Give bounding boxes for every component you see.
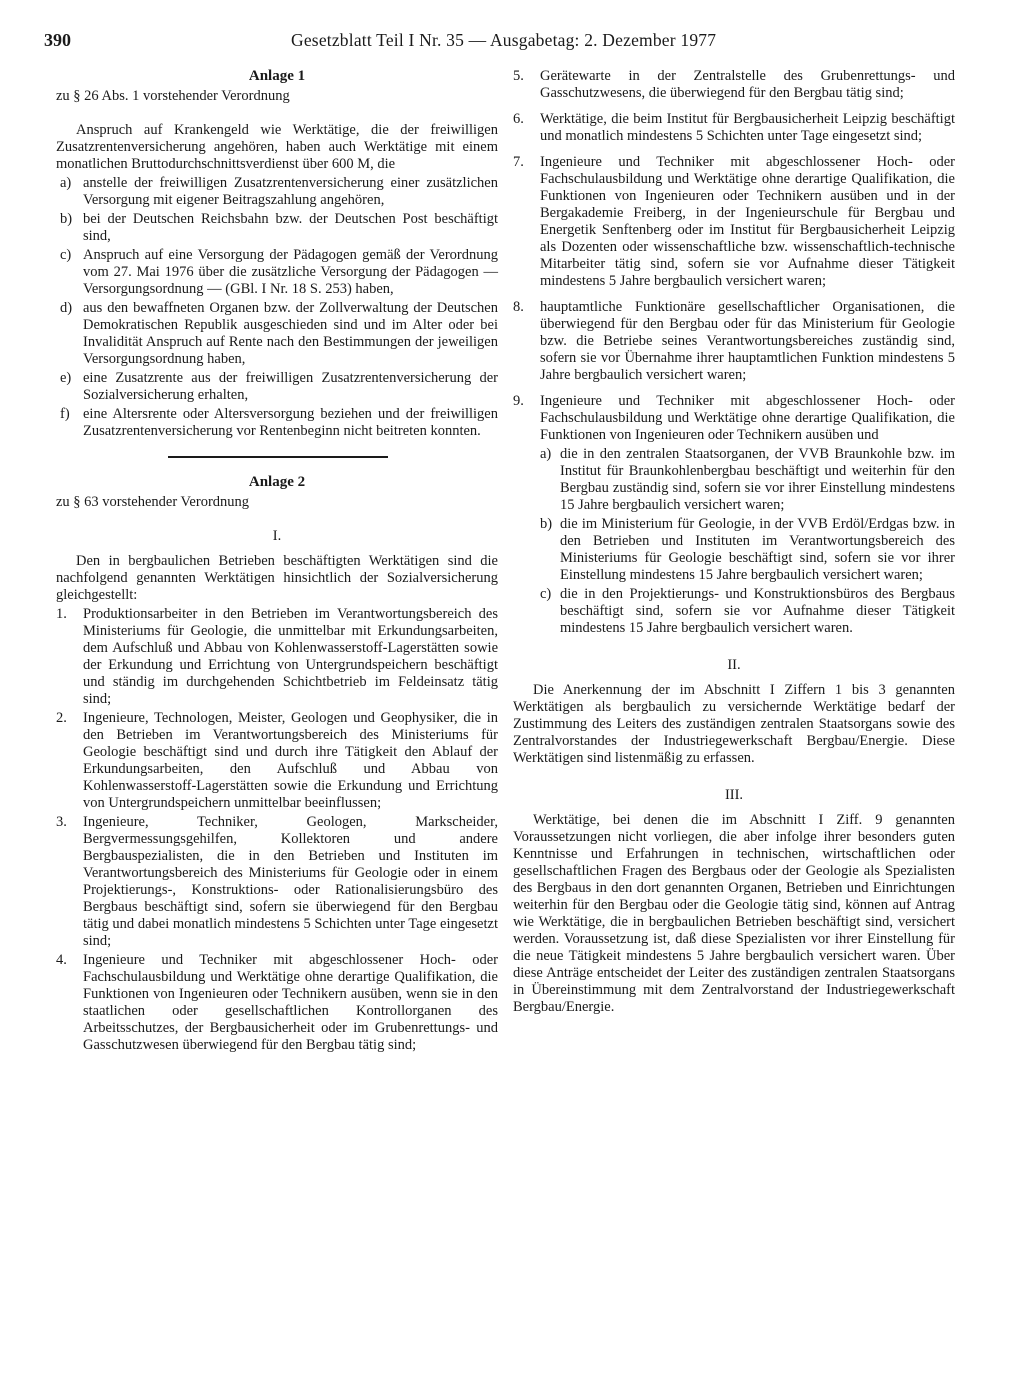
page-number: 390 — [44, 30, 71, 50]
item-text: Produktionsarbeiter in den Betrieben im Verantwortungsbereich des Ministeriums für Geologie, die unmittelbar mit Erkundungsarbeiten, dem Aufschluß und Abbau von Kohlenwasserstoff-Lagerstätten sowie der Erkundung und Errichtung von Untergrundspeichern beschäftigt und ständig im durchgehenden Schichtbetrieb im Feldeinsatz tätig sind; — [83, 606, 498, 707]
numbered-item-1 — [56, 606, 498, 708]
item-label: d) — [60, 300, 73, 316]
anlage1-item-a — [56, 175, 498, 209]
numbered-item-6 — [513, 111, 955, 145]
item-text: aus den bewaffneten Organen bzw. der Zollverwaltung der Deutschen Demokratischen Republik ausgeschieden sind und im Alter oder bei Invalidität Anspruch auf Rente nach den Bestimmungen der jeweiligen Versorgungsordnung haben, — [83, 300, 498, 367]
section-divider — [168, 456, 388, 458]
item-label: 8. — [513, 299, 524, 315]
item-text: die in den Projektierungs- und Konstruktionsbüros des Bergbaus beschäftigt sind, sofern sie vor Aufnahme dieser Tätigkeit mindestens 15 Jahre bergbaulich versichert waren. — [560, 586, 955, 636]
item-text: Ingenieure und Techniker mit abgeschlossener Hoch- oder Fachschulausbildung und Werktätige ohne derartige Qualifikation, die Funktionen von Ingenieuren oder Technikern ausüben, wenn sie in den staatlichen oder gesellschaftlichen Kontrollorganen des Arbeitsschutzes, der Bergbausicherheit oder im Grubenrettungs- und Gasschutzwesen überwiegend für den Bergbau tätig sind; — [83, 952, 498, 1053]
numbered-item-3 — [56, 814, 498, 950]
anlage2-title: Anlage 2 — [248, 474, 306, 490]
item-text: eine Altersrente oder Altersversorgung beziehen und der freiwilligen Zusatzrentenversicherung vor Rentenbeginn nicht beitreten konnten. — [83, 406, 498, 439]
item-label: b) — [540, 516, 553, 532]
item-text: Ingenieure und Techniker mit abgeschlossener Hoch- oder Fachschulausbildung und Werktätige ohne derartige Qualifikation, die Funktionen von Ingenieuren oder Technikern ausüben und — [540, 393, 955, 443]
item-text: bei der Deutschen Reichsbahn bzw. der Deutschen Post beschäftigt sind, — [83, 211, 498, 244]
item-label: c) — [60, 247, 72, 263]
item-label: b) — [60, 211, 73, 227]
gazette-title: Gesetzblatt Teil I Nr. 35 — Ausgabetag: 2. Dezember 1977 — [291, 30, 717, 50]
item-label: f) — [60, 406, 70, 422]
item-label: a) — [540, 446, 552, 462]
item-text: anstelle der freiwilligen Zusatzrentenversicherung einer zusätzlichen Versorgung mit eigener Beitragszahlung angehören, — [83, 175, 498, 208]
item9-sub-c — [513, 586, 955, 637]
page-header — [44, 30, 984, 54]
numbered-item-5 — [513, 68, 955, 102]
item-label: c) — [540, 586, 552, 602]
item-text: die im Ministerium für Geologie, in der VVB Erdöl/Erdgas bzw. in den Betrieben und Instituten im Verantwortungsbereich des Ministeriums für Geologie beschäftigt sind, sofern sie vor ihrer Einstellung mindestens 15 Jahre bergbaulich versichert waren; — [560, 516, 955, 583]
anlage1-item-f — [56, 406, 498, 440]
item-label: 7. — [513, 154, 524, 170]
item9-sub-b — [513, 516, 955, 584]
section-heading-iii: III. — [724, 787, 744, 803]
item-label: 4. — [56, 952, 67, 968]
numbered-item-8 — [513, 299, 955, 384]
numbered-item-4 — [56, 952, 498, 1054]
numbered-item-2 — [56, 710, 498, 812]
section-heading-i: I. — [272, 528, 282, 544]
section1-intro: Den in bergbaulichen Betrieben beschäftigten Werktätigen sind die nachfolgend genannten Werktätigen hinsichtlich der Sozialversicherung gleichgestellt: — [56, 553, 498, 603]
item-text: die in den zentralen Staatsorganen, der VVB Braunkohle bzw. im Institut für Braunkohlenbergbau beschäftigt und weiterhin für den Bergbau zuständig sind, sofern sie vor ihrer Einstellung mindestens 15 Jahre bergbaulich versichert waren; — [560, 446, 955, 513]
item-label: 2. — [56, 710, 67, 726]
section3-text: Werktätige, bei denen die im Abschnitt I Ziff. 9 genannten Voraussetzungen nicht vorliegen, die aber infolge ihrer besonders guten Kenntnisse und Erfahrungen in technischen, wirtschaftlichen oder gesellschaftlichen Fragen des Bergbaus oder der Geologie als Spezialisten des Bergbaus in den dort genannten Organen, Betrieben und Einrichtungen weiterhin für den Bergbau oder die Geologie tätig sind, können auf Antrag wie Werktätige, die in bergbaulichen Betrieben beschäftigt sind, versichert werden. Voraussetzung ist, daß diese Spezialisten vor ihrer Einstellung für die neue Tätigkeit mindestens 5 Jahre bergbaulich versichert waren. Über diese Anträge entscheidet der Leiter des zuständigen zentralen Staatsorgans in Übereinstimmung mit dem Zentralvorstand der Industriegewerkschaft Bergbau/Energie. — [513, 812, 955, 1015]
item-label: a) — [60, 175, 72, 191]
item-text: Werktätige, die beim Institut für Bergbausicherheit Leipzig beschäftigt und monatlich mindestens 5 Schichten unter Tage eingesetzt sind; — [540, 111, 955, 144]
section2-text: Die Anerkennung der im Abschnitt I Ziffern 1 bis 3 genannten Werktätigen als bergbaulich zu versichernde Werktätige bedarf der Zustimmung des Leiters des zuständigen zentralen Staatsorgans sowie des Zentralvorstandes der Industriegewerkschaft Bergbau/Energie. Diese Werktätigen sind listenmäßig zu erfassen. — [513, 682, 955, 766]
anlage1-intro: Anspruch auf Krankengeld wie Werktätige, die der freiwilligen Zusatzrentenversicherung angehören, haben auch Werktätige mit einem monatlichen Bruttodurchschnittsverdienst über 600 M, die — [56, 122, 498, 172]
item9-sub-a — [513, 446, 955, 514]
item-text: eine Zusatzrente aus der freiwilligen Zusatzrentenversicherung der Sozialversicherung erhalten, — [83, 370, 498, 403]
anlage1-item-b — [56, 211, 498, 245]
item-text: hauptamtliche Funktionäre gesellschaftlicher Organisationen, die überwiegend für den Bergbau oder für das Ministerium für Geologie bzw. die Betriebe seines Verantwortungsbereiches zuständig sind, sofern sie vor Übernahme ihrer hauptamtlichen Funktion mindestens 5 Jahre bergbaulich versichert waren; — [540, 299, 955, 383]
left-column — [56, 68, 498, 1056]
item-label: 1. — [56, 606, 67, 622]
item-text: Ingenieure, Techniker, Geologen, Markscheider, Bergvermessungsgehilfen, Kollektoren und andere Bergbauspezialisten, die in den Betrieben und Instituten im Verantwortungsbereich des Ministeriums für Geologie oder in einem Projektierungs-, Konstruktions- oder Rationalisierungsbüro des Bergbaus beschäftigt sind, sofern sie überwiegend für den Bergbau tätig und dabei monatlich mindestens 5 Schichten unter Tage eingesetzt sind; — [83, 814, 498, 949]
anlage2-subtitle: zu § 63 vorstehender Verordnung — [56, 494, 250, 510]
anlage1-subtitle: zu § 26 Abs. 1 vorstehender Verordnung — [56, 88, 290, 104]
anlage1-item-d — [56, 300, 498, 368]
numbered-item-7 — [513, 154, 955, 290]
item-label: 3. — [56, 814, 67, 830]
item-text: Anspruch auf eine Versorgung der Pädagogen gemäß der Verordnung vom 27. Mai 1976 über die zusätzliche Versorgung der Pädagogen — Versorgungsordnung — (GBl. I Nr. 18 S. 253) haben, — [83, 247, 498, 297]
numbered-item-9 — [513, 393, 955, 444]
item-text: Ingenieure, Technologen, Meister, Geologen und Geophysiker, die in den Betrieben im Verantwortungsbereich des Ministeriums für Geologie beschäftigt sind und durch ihre Tätigkeit den Ablauf der Erkundungsarbeiten, den Aufschluß und Abbau von Kohlenwasserstoff-Lagerstätten sowie die Erkundung und Errichtung von Untergrundspeichern unmittelbar beeinflussen; — [83, 710, 498, 811]
item-label: 9. — [513, 393, 524, 409]
anlage1-item-e — [56, 370, 498, 404]
right-column — [513, 68, 955, 1016]
anlage1-title: Anlage 1 — [248, 68, 306, 84]
anlage1-item-c — [56, 247, 498, 298]
section-heading-ii: II. — [727, 657, 741, 673]
item-text: Gerätewarte in der Zentralstelle des Grubenrettungs- und Gasschutzwesens, die überwiegend für den Bergbau tätig sind; — [540, 68, 955, 101]
item-label: 6. — [513, 111, 524, 127]
item-label: e) — [60, 370, 72, 386]
item-text: Ingenieure und Techniker mit abgeschlossener Hoch- oder Fachschulausbildung und Werktätige ohne derartige Qualifikation, die Funktionen von Ingenieuren oder Technikern ausüben und in der Bergakademie Freiberg, in der Ingenieurschule für Bergbau und Energetik Senftenberg oder im Institut für Bergbausicherheit Leipzig als Dozenten oder wissenschaftliche bzw. wissenschaftlich-technische Mitarbeiter tätig sind, sofern sie vor Aufnahme dieser Tätigkeit mindestens 5 Jahre bergbaulich versichert waren; — [540, 154, 955, 289]
item-label: 5. — [513, 68, 524, 84]
